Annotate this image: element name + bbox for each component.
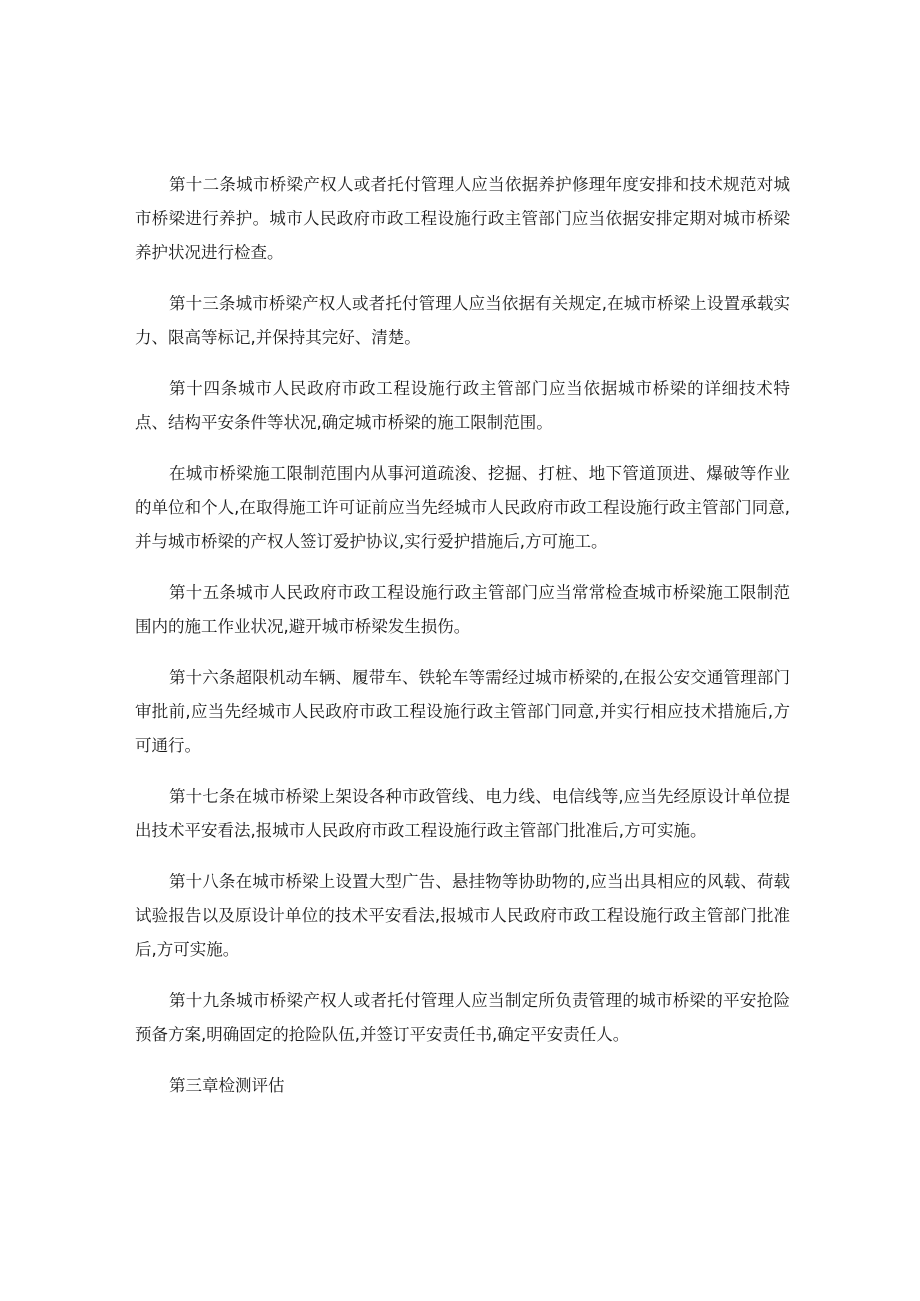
document-body (135, 168, 790, 1103)
article-19-paragraph: 第十九条城市桥梁产权人或者托付管理人应当制定所负责管理的城市桥梁的平安抢险预备方案,明确固定的抢险队伍,并签订平安责任书,确定平安责任人。 (135, 991, 790, 1044)
article-13-paragraph: 第十三条城市桥梁产权人或者托付管理人应当依据有关规定,在城市桥梁上设置承载实力、限高等标记,并保持其完好、清楚。 (135, 294, 790, 347)
article-17-paragraph: 第十七条在城市桥梁上架设各种市政管线、电力线、电信线等,应当先经原设计单位提出技术平安看法,报城市人民政府市政工程设施行政主管部门批准后,方可实施。 (135, 787, 790, 840)
article-14-paragraph: 第十四条城市人民政府市政工程设施行政主管部门应当依据城市桥梁的详细技术特点、结构平安条件等状况,确定城市桥梁的施工限制范围。 (135, 379, 790, 432)
article-18-paragraph: 第十八条在城市桥梁上设置大型广告、悬挂物等协助物的,应当出具相应的风载、荷载试验报告以及原设计单位的技术平安看法,报城市人民政府市政工程设施行政主管部门批准后,方可实施。 (135, 872, 790, 959)
article-14-continuation-paragraph: 在城市桥梁施工限制范围内从事河道疏浚、挖掘、打桩、地下管道顶进、爆破等作业的单位和个人,在取得施工许可证前应当先经城市人民政府市政工程设施行政主管部门同意,并与城市桥梁的产权人签订爱护协议,实行爱护措施后,方可施工。 (135, 464, 790, 551)
article-12-paragraph: 第十二条城市桥梁产权人或者托付管理人应当依据养护修理年度安排和技术规范对城市桥梁进行养护。城市人民政府市政工程设施行政主管部门应当依据安排定期对城市桥梁养护状况进行检查。 (135, 175, 790, 262)
chapter-heading: 第三章检测评估 (169, 1076, 285, 1095)
article-15-paragraph: 第十五条城市人民政府市政工程设施行政主管部门应当常常检查城市桥梁施工限制范围内的施工作业状况,避开城市桥梁发生损伤。 (135, 583, 790, 636)
article-16-paragraph: 第十六条超限机动车辆、履带车、铁轮车等需经过城市桥梁的,在报公安交通管理部门审批前,应当先经城市人民政府市政工程设施行政主管部门同意,并实行相应技术措施后,方可通行。 (135, 668, 790, 755)
